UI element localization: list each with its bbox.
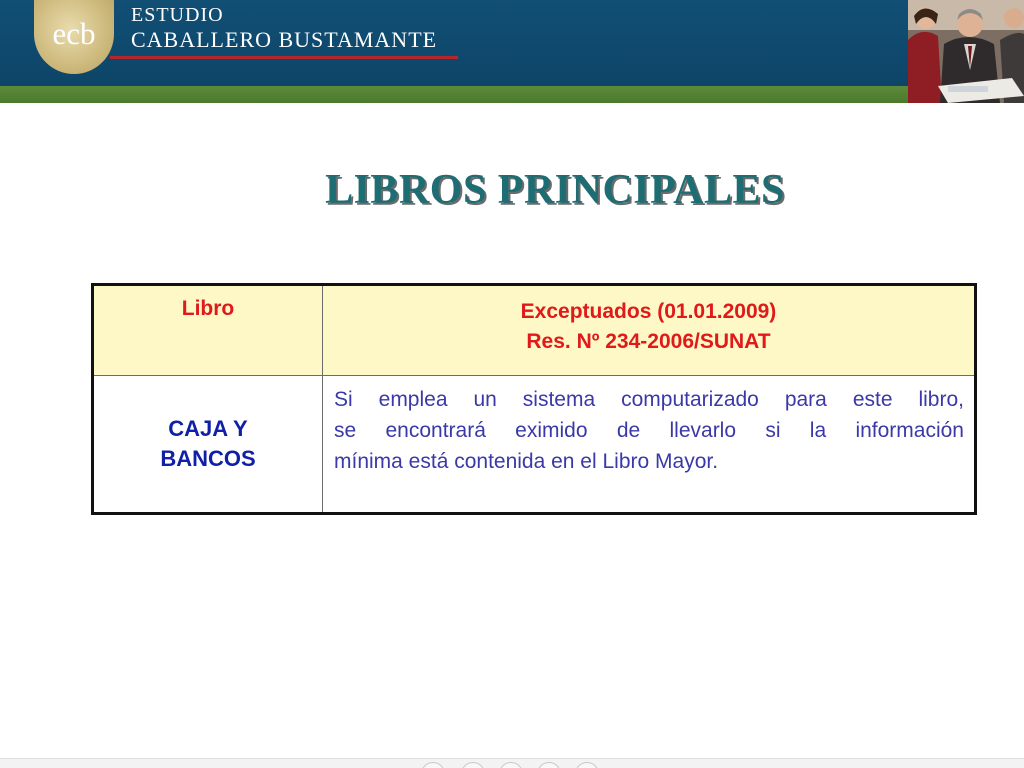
header-libro-label: Libro bbox=[181, 297, 235, 320]
table-header-row bbox=[93, 285, 976, 376]
business-people-photo bbox=[908, 0, 1024, 103]
description-line3: mínima está contenida en el Libro Mayor. bbox=[334, 450, 719, 473]
libro-name-line2: BANCOS bbox=[160, 446, 256, 471]
brand-name-line1: ESTUDIO bbox=[131, 4, 224, 26]
header-exceptuados-line2: Res. Nº 234-2006/SUNAT bbox=[526, 330, 771, 353]
cell-libro-caja-bancos bbox=[93, 376, 323, 514]
cell-description bbox=[323, 376, 976, 514]
header-cell-libro bbox=[93, 285, 323, 376]
header-cell-exceptuados bbox=[323, 285, 976, 376]
table-row bbox=[93, 376, 976, 514]
brand-underline bbox=[110, 56, 458, 59]
libro-name-line1: CAJA Y bbox=[168, 416, 248, 441]
ecb-logo bbox=[34, 0, 114, 74]
libros-table bbox=[91, 283, 977, 515]
header-green-band bbox=[0, 86, 1024, 103]
header-banner bbox=[0, 0, 1024, 103]
libros-table-container bbox=[91, 283, 977, 515]
header-exceptuados-line1: Exceptuados (01.01.2009) bbox=[520, 300, 777, 323]
brand-name-line2: CABALLERO BUSTAMANTE bbox=[131, 27, 438, 52]
logo-text: ecb bbox=[52, 16, 96, 51]
slide-title: LIBROS PRINCIPALES bbox=[325, 167, 785, 213]
description-line1: Si emplea un sistema computarizado para este libro, bbox=[334, 388, 964, 411]
description-line2: se encontrará eximido de llevarlo si la información bbox=[334, 419, 964, 442]
